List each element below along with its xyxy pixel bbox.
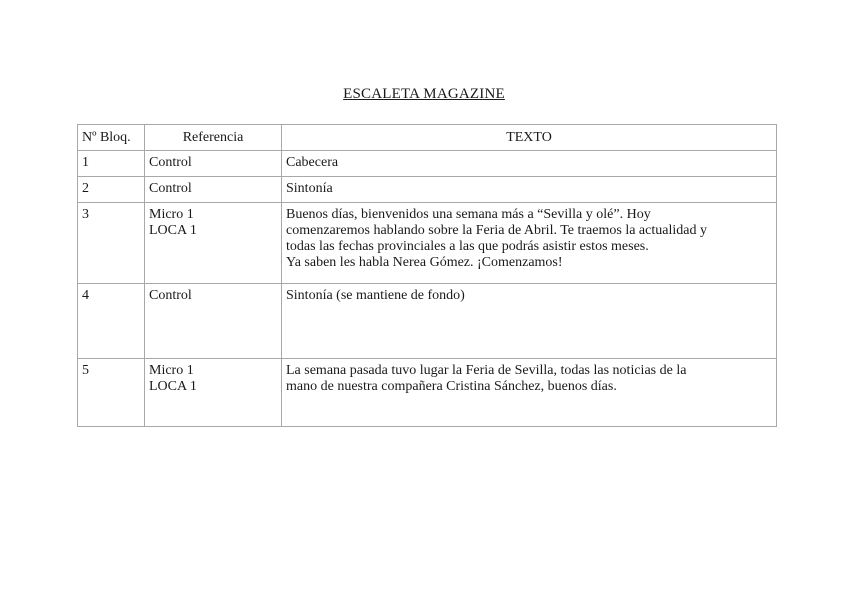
cell-num: 4 [78, 284, 145, 359]
cell-ref [145, 203, 282, 284]
cell-ref [145, 359, 282, 427]
header-texto: TEXTO [282, 125, 777, 151]
ref-line: Control [149, 181, 192, 196]
cell-ref [145, 177, 282, 203]
cell-text [282, 177, 777, 203]
cell-num: 1 [78, 151, 145, 177]
cell-num: 5 [78, 359, 145, 427]
text-line: Sintonía (se mantiene de fondo) [286, 288, 465, 303]
table-row [78, 203, 777, 284]
document-title: ESCALETA MAGAZINE [343, 86, 505, 102]
ref-line: LOCA 1 [149, 379, 197, 394]
table-row [78, 151, 777, 177]
ref-line: LOCA 1 [149, 223, 197, 238]
ref-line: Control [149, 288, 192, 303]
cell-num: 3 [78, 203, 145, 284]
cell-ref [145, 151, 282, 177]
text-line: Sintonía [286, 181, 333, 196]
ref-line: Micro 1 [149, 363, 194, 378]
cell-text [282, 151, 777, 177]
ref-line: Control [149, 155, 192, 170]
cell-text [282, 284, 777, 359]
cell-text [282, 203, 777, 284]
text-line: Buenos días, bienvenidos una semana más a “Sevilla y olé”. Hoy [286, 207, 651, 222]
text-line: Ya saben les habla Nerea Gómez. ¡Comenzamos! [286, 255, 563, 270]
cell-text [282, 359, 777, 427]
text-line: comenzaremos hablando sobre la Feria de Abril. Te traemos la actualidad y [286, 223, 707, 238]
table-row [78, 177, 777, 203]
text-line: La semana pasada tuvo lugar la Feria de Sevilla, todas las noticias de la [286, 363, 687, 378]
cell-ref [145, 284, 282, 359]
table-row [78, 359, 777, 427]
text-line: todas las fechas provinciales a las que podrás asistir estos meses. [286, 239, 649, 254]
table-row [78, 284, 777, 359]
table-header-row [78, 125, 777, 151]
ref-line: Micro 1 [149, 207, 194, 222]
header-referencia: Referencia [145, 125, 282, 151]
text-line: mano de nuestra compañera Cristina Sánchez, buenos días. [286, 379, 617, 394]
cell-num: 2 [78, 177, 145, 203]
header-num-bloq: Nº Bloq. [78, 125, 145, 151]
escaleta-table [77, 124, 777, 427]
text-line: Cabecera [286, 155, 339, 170]
